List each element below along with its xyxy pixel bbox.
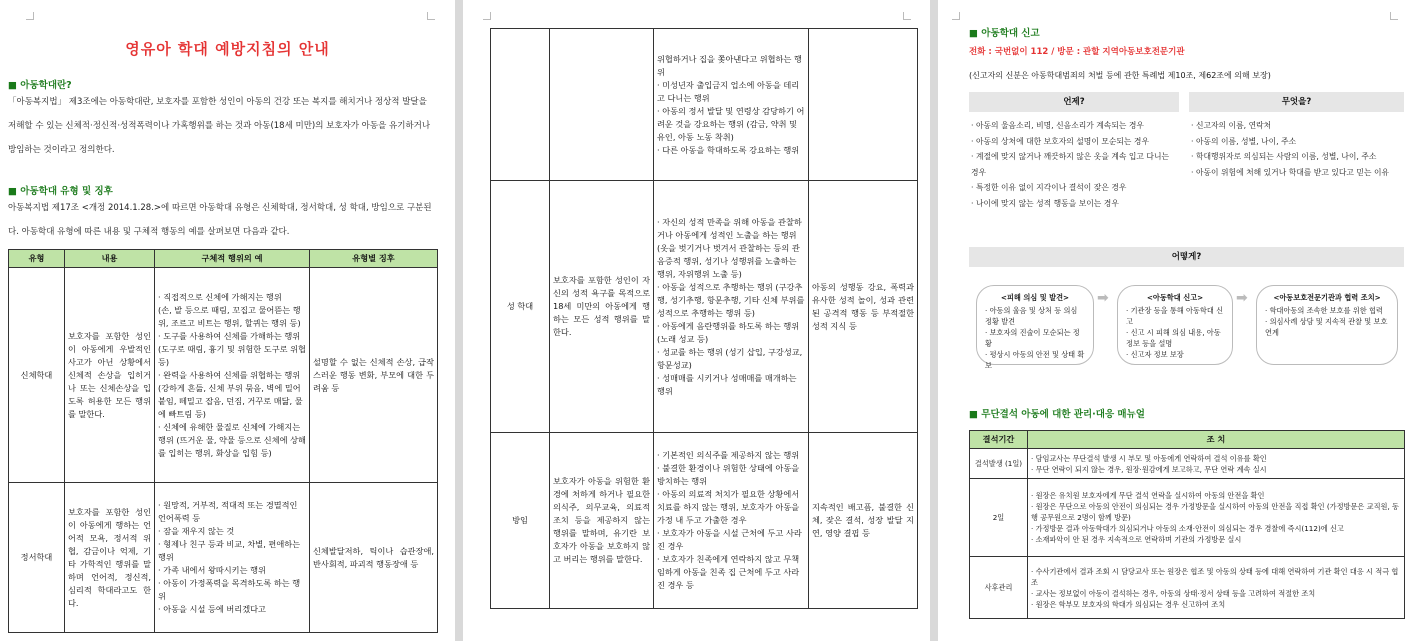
how-header: 어떻게? [969,247,1404,267]
table-row [491,29,918,181]
abuse-types-table [8,249,438,633]
abuse-types-table-continued [490,28,918,609]
actions-cell: · 담임교사는 무단결석 발생 시 부모 및 아동에게 연락하여 결석 이유를 확인 · 무단 연락이 되지 않는 경우, 원장·원감에게 보고하고, 무단 연락 계속 실시 [1028,449,1405,479]
examples-cell: · 기본적인 의식주를 제공하지 않는 행위 · 불결한 환경이나 위험한 상태에 아동을 방치하는 행위 · 아동의 의료적 처치가 필요한 상황에서 치료를 하지 않는 행위, 보호자가 아동을 가정 내 두고 가출한 경우 · 보호자가 아동을 시설 근처에 두고 사라진 경우 · 보호자가 친족에게 연락하지 않고 무책임하게 아동을 친족 집 근처에 두고 사라진 경우 등 [654,433,809,609]
definition-paragraph: 「아동복지법」 제3조에는 아동학대란, 보호자를 포함한 성인이 아동의 건강 또는 복지를 해치거나 정상적 발달을 저해할 수 있는 신체적·정신적·성적폭력이나 가혹행위를 하는 것과 아동(18세 미만)의 보호자가 아동을 유기하거나 방임하는 것이라고 정의한다. [8,97,431,155]
content-cell: 보호자가 아동을 위험한 환경에 처하게 하거나 필요한 의식주, 의무교육, 의료적 조치 등을 제공하지 않는 행위를 말하며, 유기란 보호자가 아동을 보호하지 않고 버리는 행위를 말한다. [550,433,654,609]
period-cell: 2일 [970,479,1028,557]
type-cell [491,29,550,181]
crop-mark [26,12,34,20]
flow-step-cooperation [1256,285,1398,365]
examples-cell: · 직접적으로 신체에 가해지는 행위 (손, 발 등으로 때림, 꼬집고 물어뜯는 행위, 조르고 비트는 행위, 할퀴는 행위 등) · 도구를 사용하여 신체를 가해하는 행위 (도구로 때림, 흉기 및 위험한 도구로 위협 등) · 완력을 사용하여 신체를 위협하는 행위 (강하게 흔듦, 신체 부위 묶음, 벽에 밀어붙임, 떼밀고 잡음, 던짐, 거꾸로 매닮, 물에 빠트림 등) · 신체에 유해한 물질로 신체에 가해지는 행위 (뜨거운 물, 약물 등으로 신체에 상해를 입히는 행위, 화상을 입힘 등) [155,268,310,483]
flow-step-title: <피해 의심 및 발견> [1000,293,1070,302]
type-cell: 성 학대 [491,181,550,433]
flow-step-title: <아동보호전문기관과 협력 조치> [1273,293,1381,302]
table-row [491,433,918,609]
signs-cell: 신체발달저하, 틱이나 습관장애, 반사회적, 파괴적 행동장애 등 [310,483,438,633]
table-row [491,181,918,433]
flow-step-body: · 기관장 등을 통해 아동학대 신고 · 신고 시 피해 의심 내용, 아동 정보 등을 설명 · 신고자 정보 보장 [1126,306,1224,359]
crop-mark [483,12,491,20]
type-cell: 방임 [491,433,550,609]
report-contact: 전화 : 국번없이 112 / 방문 : 관할 지역아동보호전문기관 [969,47,1185,57]
column-header: 결석기간 [970,431,1028,449]
document-page-2 [463,0,930,641]
table-row [970,557,1405,619]
period-cell: 사후관리 [970,557,1028,619]
column-header: 조 치 [1028,431,1405,449]
flow-step-report [1117,285,1233,365]
types-paragraph: 아동복지법 제17조 <개정 2014.1.28.>에 따르면 아동학대 유형은 신체학대, 정서학대, 성 학대, 방임으로 구분된다. 아동학대 유형에 따른 내용 및 구체적 행동의 예를 살펴보면 다음과 같다. [8,203,432,237]
flow-step-discovery [976,285,1094,370]
signs-cell [809,29,918,181]
signs-cell: 지속적인 배고픔, 불결한 신체, 잦은 결석, 성장 발달 지연, 영양 결핍 등 [809,433,918,609]
when-header: 언제? [969,92,1179,112]
flow-step-title: <아동학대 신고> [1146,293,1204,302]
table-row [9,483,438,633]
what-header: 무엇을? [1189,92,1404,112]
page-title: 영유아 학대 예방지침의 안내 [125,40,330,58]
table-header-row [9,250,438,268]
actions-cell: · 수사기관에서 결과 조회 시 담당교사 또는 원장은 협조 및 아동의 상태 등에 대해 연락하여 기관 확인 대응 시 적극 협조 · 교사는 정보없이 아동이 결석하는 경우, 아동의 상태·정서 상태 등을 고려하여 적절한 조치 · 원장은 학부모 보호자의 학대가 의심되는 경우 신고하여 조치 [1028,557,1405,619]
what-list: · 신고자의 이름, 연락처 · 아동의 이름, 성별, 나이, 주소 · 학대행위자로 의심되는 사람의 이름, 성별, 나이, 주소 · 아동이 위험에 처해 있거나 학대를 받고 있다고 믿는 이유 [1191,121,1390,177]
type-cell: 정서학대 [9,483,65,633]
table-header-row [970,431,1405,449]
arrow-right-icon: ➡ [1097,290,1109,306]
column-header: 내용 [65,250,155,268]
actions-cell: · 원장은 유치원 보호자에게 무단 결석 연락을 실시하여 아동의 안전을 확인 · 원장은 무단으로 아동의 안전이 의심되는 경우 가정방문을 실시하여 아동의 안전을 직접 확인 (가정방문은 교직원, 동행 공무원으로 2명이 함께 방문) · 가정방문 결과 아동학대가 의심되거나 아동의 소재·안전이 의심되는 경우 경찰에 즉시(112)에 신고 · 소재파악이 안 된 경우 지속적으로 연락하며 기관의 가정방문 실시 [1028,479,1405,557]
crop-mark [952,12,960,20]
period-cell: 결석발생 (1일) [970,449,1028,479]
examples-cell: · 원망적, 거부적, 적대적 또는 경멸적인 언어폭력 등 · 잠을 재우지 않는 것 · 형제나 친구 등과 비교, 차별, 편애하는 행위 · 가족 내에서 왕따시키는 행위 · 아동이 가정폭력을 목격하도록 하는 행위 · 아동을 시설 등에 버리겠다고 [155,483,310,633]
content-cell: 보호자를 포함한 성인이 아동에게 우발적인 사고가 아닌 상황에서 신체적 손상을 입히거나 또는 신체손상을 입도록 허용한 모든 행위를 말한다. [65,268,155,483]
table-row [970,479,1405,557]
absence-manual-table [969,430,1405,619]
signs-cell: 설명할 수 없는 신체적 손상, 급작스러운 행동 변화, 부모에 대한 두려움 등 [310,268,438,483]
arrow-right-icon: ➡ [1236,290,1248,306]
document-page-1 [0,0,455,641]
reporter-protection-note: (신고자의 신분은 아동학대범죄의 처벌 등에 관한 특례법 제10조, 제62조에 의해 보장) [969,71,1271,80]
when-list: · 아동의 울음소리, 비명, 신음소리가 계속되는 경우 · 아동의 상처에 대한 보호자의 설명이 모순되는 경우 · 계절에 맞지 않거나 깨끗하지 않은 옷을 계속 입고 다니는 경우 · 특정한 이유 없이 지각이나 결석이 잦은 경우 · 나이에 맞지 않는 성적 행동을 보이는 경우 [971,121,1170,208]
signs-cell: 아동의 성행동 강요, 폭력과 유사한 성적 놀이, 성과 관련된 공격적 행동 등 부적절한 성적 지식 등 [809,181,918,433]
section-heading-report: ■ 아동학대 신고 [969,28,1040,39]
content-cell [550,29,654,181]
table-row [970,449,1405,479]
column-header: 유형 [9,250,65,268]
crop-mark [427,12,435,20]
flow-step-body: · 아동의 울음 및 상처 등 의심 정황 발견 · 보호자의 진술이 모순되는 정황 · 평상시 아동의 안전 및 상태 확보 [985,306,1085,370]
section-heading-definition: ■ 아동학대란? [8,80,72,91]
content-cell: 보호자를 포함한 성인이 자신의 성적 욕구를 목적으로 18세 미만의 아동에게 행하는 모든 성적 행위를 말한다. [550,181,654,433]
section-heading-types: ■ 아동학대 유형 및 징후 [8,186,113,197]
examples-cell: · 자신의 성적 만족을 위해 아동을 관찰하거나 아동에게 성적인 노출을 하는 행위 (옷을 벗기거나 벗겨서 관찰하는 등의 관음증적 행위, 성기나 성행위를 노출하는 행위, 자위행위 노출 등) · 아동을 성적으로 추행하는 행위 (구강추행, 성기추행, 항문추행, 기타 신체 부위를 성적으로 추행하는 행위 등) · 아동에게 음란행위를 하도록 하는 행위 (노래 성교 등) · 성교를 하는 행위 (성기 삽입, 구강성교, 항문성교) · 성매매를 시키거나 성매매를 매개하는 행위 [654,181,809,433]
content-cell: 보호자를 포함한 성인이 아동에게 행하는 언어적 모욕, 정서적 위협, 감금이나 억제, 기타 가학적인 행위를 말하며 언어적, 정신적, 심리적 학대라고도 한다. [65,483,155,633]
flow-step-body: · 학대아동의 조속한 보호를 위한 협력 · 의심사례 상담 및 지속적 관찰 및 보호 연계 [1265,306,1388,337]
table-row [9,268,438,483]
examples-cell: 위협하거나 집을 쫓아낸다고 위협하는 행위 · 미성년자 출입금지 업소에 아동을 데리고 다니는 행위 · 아동의 정서 발달 및 연령상 감당하기 어려운 것을 강요하는 행위 (감금, 약취 및 유인, 아동 노동 착취) · 다른 아동을 학대하도록 강요하는 행위 [654,29,809,181]
type-cell: 신체학대 [9,268,65,483]
crop-mark [1390,12,1398,20]
column-header: 구체적 행위의 예 [155,250,310,268]
section-heading-absence-manual: ■ 무단결석 아동에 대한 관리·대응 매뉴얼 [969,409,1145,420]
document-page-3 [938,0,1413,641]
crop-mark [903,12,911,20]
column-header: 유형별 징후 [310,250,438,268]
